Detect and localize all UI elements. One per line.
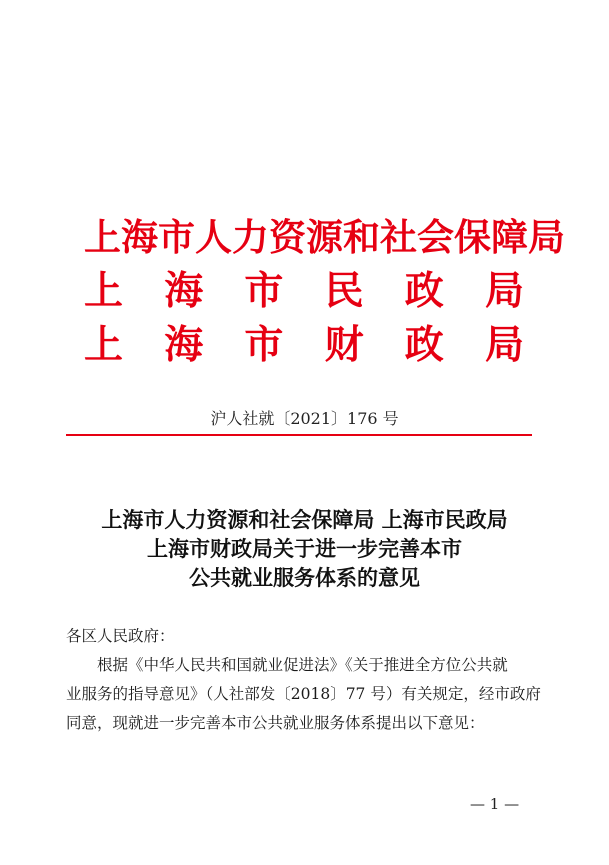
issuer-char: 政 (404, 322, 444, 368)
issuer-char: 上 (84, 322, 124, 368)
paragraph-line-2: 业服务的指导意见》（人社部发〔2018〕77 号）有关规定，经市政府 (66, 685, 541, 703)
title-line-1: 上海市人力资源和社会保障局 上海市民政局 (101, 507, 508, 532)
issuer-char: 财 (324, 322, 364, 368)
title-line-2: 上海市财政局关于进一步完善本市 (147, 536, 462, 561)
issuer-char: 局 (484, 322, 524, 368)
paragraph-line-1: 根据《中华人民共和国就业促进法》《关于推进全方位公共就 (97, 656, 508, 674)
issuer-char: 海 (164, 322, 204, 368)
issuer-char: 市 (244, 322, 284, 368)
title-line-3: 公共就业服务体系的意见 (189, 565, 420, 590)
issuer-char: 民 (324, 268, 364, 314)
issuer-char: 海 (164, 268, 204, 314)
issuer-hrss-text: 上海市人力资源和社会保障局 (84, 215, 565, 259)
paragraph-line-3: 同意，现就进一步完善本市公共就业服务体系提出以下意见： (66, 714, 485, 732)
red-divider-line (66, 434, 532, 436)
issuer-civil-affairs (84, 264, 524, 318)
issuer-char: 市 (244, 268, 284, 314)
document-title (0, 505, 609, 592)
issuing-authorities (84, 210, 565, 372)
salutation: 各区人民政府： (66, 627, 175, 645)
issuer-finance (84, 318, 524, 372)
issuer-hrss (84, 210, 565, 264)
issuer-char: 上 (84, 268, 124, 314)
document-number: 沪人社就〔2021〕176 号 (210, 409, 399, 428)
page-number: — 1 — (470, 795, 520, 813)
issuer-char: 局 (484, 268, 524, 314)
issuer-char: 政 (404, 268, 444, 314)
body-paragraph (66, 651, 546, 738)
